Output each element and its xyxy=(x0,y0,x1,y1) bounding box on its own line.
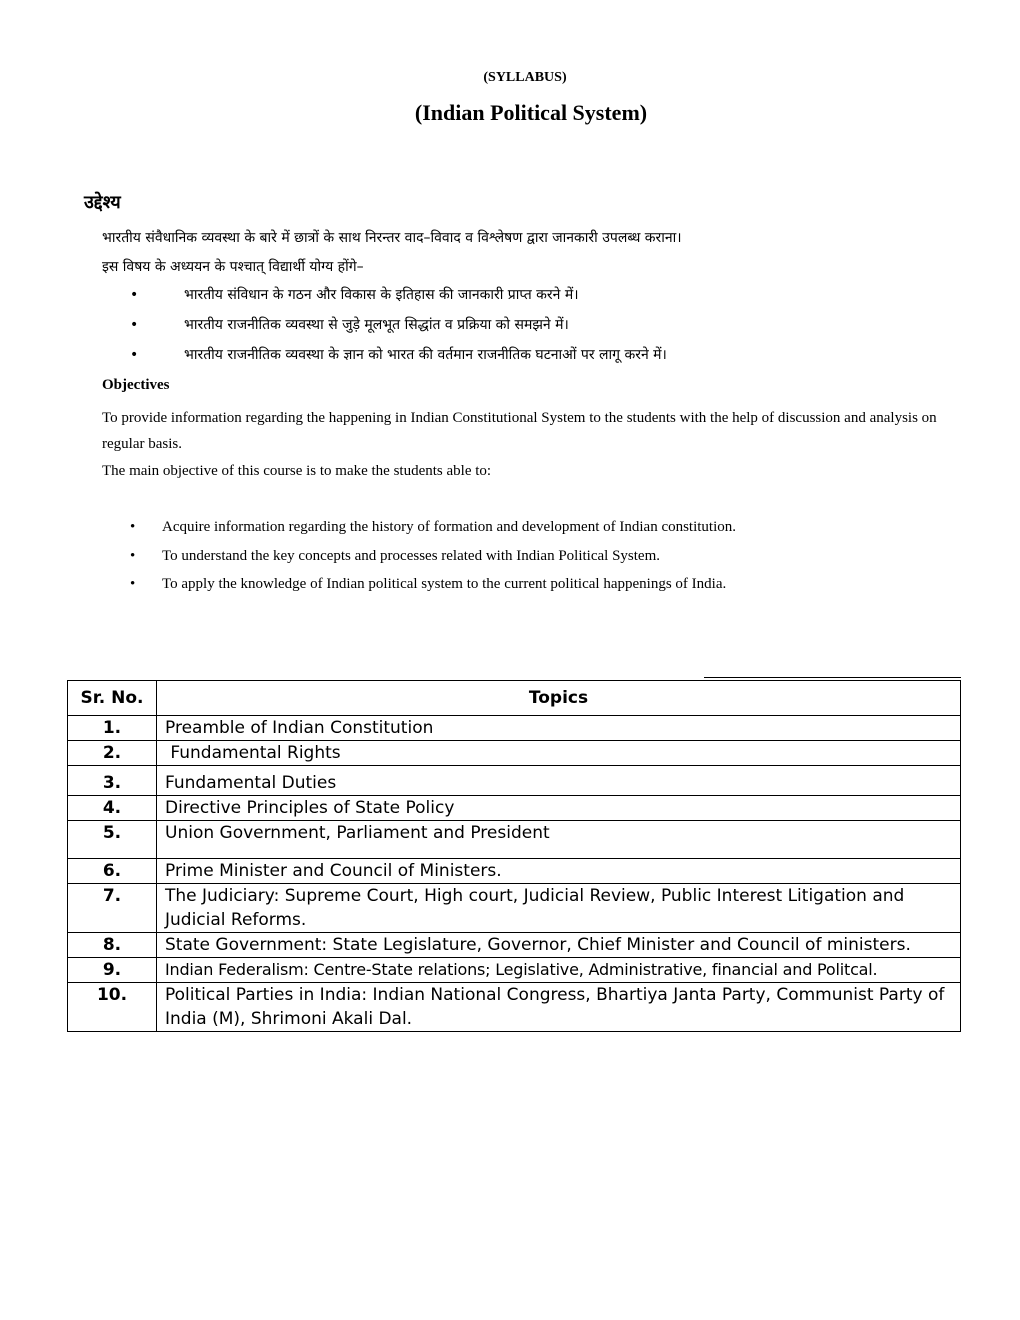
header-sr-no: Sr. No. xyxy=(68,681,157,716)
bullet-icon: • xyxy=(130,347,139,363)
topic-cell: Directive Principles of State Policy xyxy=(157,796,961,821)
bullet-icon: • xyxy=(130,317,139,333)
sr-no-cell: 5. xyxy=(68,821,157,859)
topic-cell: The Judiciary: Supreme Court, High court, Judicial Review, Public Interest Litigation and Judicial Reforms. xyxy=(157,884,961,933)
sr-no-cell: 4. xyxy=(68,796,157,821)
bullet-icon: • xyxy=(130,548,136,564)
objective-bullet-text: To understand the key concepts and processes related with Indian Political System. xyxy=(162,548,660,564)
sr-no-cell: 1. xyxy=(68,716,157,741)
divider-line xyxy=(704,677,961,678)
hindi-lead-text: इस विषय के अध्ययन के पश्चात् विद्यार्थी योग्य होंगे– xyxy=(102,259,364,275)
sr-no-cell: 10. xyxy=(68,983,157,1032)
sr-no-cell: 6. xyxy=(68,859,157,884)
hindi-bullet-item xyxy=(130,315,569,334)
hindi-bullet-item xyxy=(130,345,667,364)
hindi-bullet-text: भारतीय राजनीतिक व्यवस्था से जुड़े मूलभूत सिद्धांत व प्रक्रिया को समझने में। xyxy=(184,317,569,333)
hindi-objectives-heading: उद्देश्य xyxy=(84,192,121,213)
topic-cell: Fundamental Duties xyxy=(157,766,961,796)
syllabus-label: (SYLLABUS) xyxy=(483,70,567,85)
objective-bullet-text: To apply the knowledge of Indian political system to the current political happenings of India. xyxy=(162,576,727,592)
document-title: (Indian Political System) xyxy=(414,100,648,125)
table-row xyxy=(68,859,961,884)
bullet-icon: • xyxy=(130,519,136,535)
table-row xyxy=(68,983,961,1032)
table-header-row xyxy=(68,681,961,716)
table-row xyxy=(68,958,961,983)
objective-bullet-item xyxy=(130,548,660,565)
table-row xyxy=(68,766,961,796)
topic-cell: State Government: State Legislature, Governor, Chief Minister and Council of ministers. xyxy=(157,933,961,958)
topic-cell: Union Government, Parliament and President xyxy=(157,821,961,859)
topic-cell: Prime Minister and Council of Ministers. xyxy=(157,859,961,884)
hindi-bullet-text: भारतीय राजनीतिक व्यवस्था के ज्ञान को भारत की वर्तमान राजनीतिक घटनाओं पर लागू करने में। xyxy=(184,347,667,363)
sr-no-cell: 9. xyxy=(68,958,157,983)
objective-bullet-item xyxy=(130,519,736,536)
hindi-intro-text: भारतीय संवैधानिक व्यवस्था के बारे में छात्रों के साथ निरन्तर वाद–विवाद व विश्लेषण द्वारा जानकारी उपलब्ध कराना। xyxy=(102,230,682,246)
objectives-lead: The main objective of this course is to make the students able to: xyxy=(102,463,492,479)
objective-bullet-text: Acquire information regarding the history of formation and development of Indian constitution. xyxy=(162,519,737,535)
table-row xyxy=(68,716,961,741)
objective-bullet-item xyxy=(130,576,726,593)
hindi-bullet-text: भारतीय संविधान के गठन और विकास के इतिहास की जानकारी प्राप्त करने में। xyxy=(184,287,579,303)
topic-cell: Indian Federalism: Centre-State relations; Legislative, Administrative, financial and Politcal. xyxy=(157,958,961,983)
table-row xyxy=(68,821,961,859)
header-topics: Topics xyxy=(157,681,961,716)
table-row xyxy=(68,933,961,958)
table-row xyxy=(68,884,961,933)
topics-table xyxy=(67,680,961,1032)
sr-no-cell: 8. xyxy=(68,933,157,958)
table-row xyxy=(68,796,961,821)
sr-no-cell: 2. xyxy=(68,741,157,766)
sr-no-cell: 7. xyxy=(68,884,157,933)
topic-cell: Preamble of Indian Constitution xyxy=(157,716,961,741)
sr-no-cell: 3. xyxy=(68,766,157,796)
topic-cell: Political Parties in India: Indian National Congress, Bhartiya Janta Party, Communist Party of India (M), Shrimoni Akali Dal. xyxy=(157,983,961,1032)
hindi-bullet-item xyxy=(130,285,579,304)
topic-cell: Fundamental Rights xyxy=(157,741,961,766)
bullet-icon: • xyxy=(130,576,136,592)
objectives-paragraph: To provide information regarding the happening in Indian Constitutional System to the students with the help of discussion and analysis on regular basis. xyxy=(102,410,937,452)
objectives-heading: Objectives xyxy=(102,377,170,393)
bullet-icon: • xyxy=(130,287,139,303)
table-row xyxy=(68,741,961,766)
